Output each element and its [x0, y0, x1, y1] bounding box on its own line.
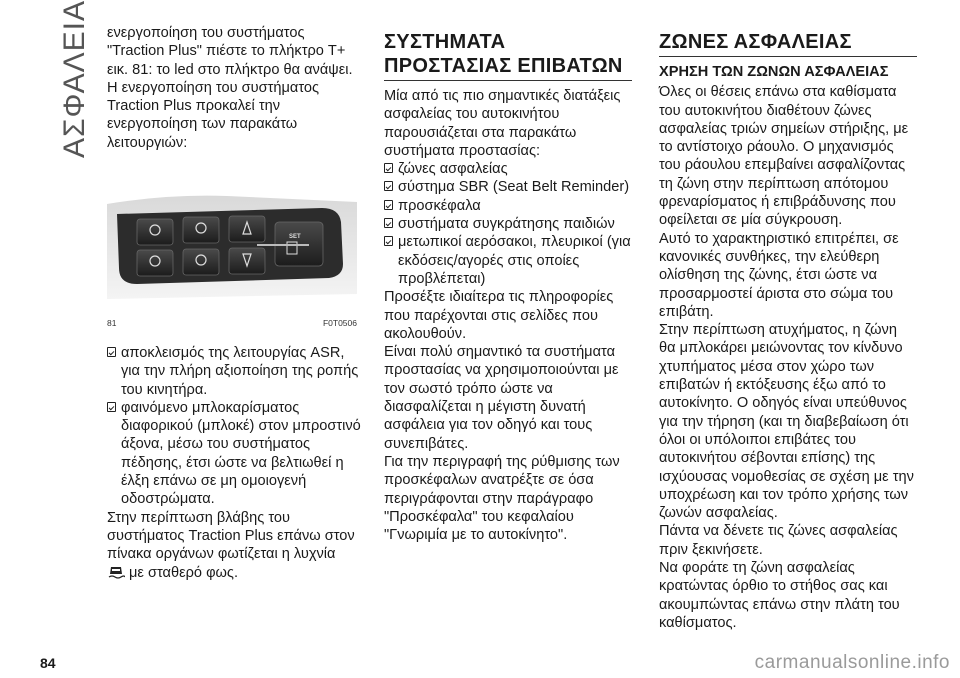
intro-paragraph: ενεργοποίηση του συστήματος "Traction Plus" πιέστε το πλήκτρο T+ εικ. 81: το led στο πλήκτρο θα ανάψει. Η ενεργοποίηση του συστήματος Traction Plus προκαλεί την ενεργοποίηση των παρακάτω λειτουργιών:	[107, 25, 353, 151]
figure-number: 81	[107, 318, 117, 328]
figure-81	[107, 164, 357, 330]
paragraph: Όλες οι θέσεις επάνω στα καθίσματα του αυτοκινήτου διαθέτουν ζώνες ασφαλείας τριών σημείων στήριξης, με το αντίστοιχο ράουλο. Ο μηχανισμός του ράουλου επεμβαίνει ασφαλίζοντας τη ζώνη στην περίπτωση απότομου φρεναρίσματος ή επιβράδυνσης που οφείλεται σε μία σύγκρουση.	[659, 84, 909, 229]
paragraph: Πάντα να δένετε τις ζώνες ασφαλείας πριν ξεκινήσετε.	[659, 523, 898, 558]
checkbox-bullet-icon	[107, 347, 116, 357]
failure-paragraph: Στην περίπτωση βλάβης του συστήματος Traction Plus επάνω στον πίνακα οργάνων φωτίζεται η λυχνία	[107, 509, 355, 563]
figure-code: F0T0506	[322, 318, 357, 328]
failure-paragraph-end: με σταθερό φως.	[107, 564, 362, 582]
title-divider	[659, 56, 917, 57]
checkbox-bullet-icon	[384, 163, 393, 173]
checkbox-bullet-icon	[384, 181, 393, 191]
list-item: προσκέφαλα	[384, 197, 632, 215]
checkbox-bullet-icon	[384, 218, 393, 228]
paragraph: Στην περίπτωση ατυχήματος, η ζώνη θα μπλοκάρει μειώνοντας τον κίνδυνο χτυπήματος μέσα στον χώρο των επιβατών ή εκτόξευσης έξω από το αυτοκίνητο. Ο οδηγός είναι υπεύθυνος για την τήρηση (και τη διαβεβαίωση ότι όλοι οι υπόλοιποι επιβάτες του αυτοκινήτου σέβονται επίσης) της ισχύουσας νομοθεσίας σε σχέση με την υποχρέωση και τον τρόπο χρήσης των ζωνών ασφαλείας.	[659, 322, 914, 522]
paragraph: Είναι πολύ σημαντικό τα συστήματα προστασίας να χρησιμοποιούνται με τον σωστό τρόπο ώστε να διασφαλίζεται η μέγιστη δυνατή ασφάλεια για τον οδηγό και τους συνεπιβάτες.	[384, 344, 619, 452]
list-item: συστήματα συγκράτησης παιδιών	[384, 215, 632, 233]
paragraph: Μία από τις πιο σημαντικές διατάξεις ασφαλείας του αυτοκινήτου παρουσιάζεται στα παρακάτω συστήματα προστασίας:	[384, 88, 621, 159]
traction-warning-lamp-icon	[107, 565, 125, 579]
column-1-lower	[107, 344, 362, 582]
column-2	[384, 24, 632, 544]
paragraph: Προσέξτε ιδιαίτερα τις πληροφορίες που παρέχονται στις σελίδες που ακολουθούν.	[384, 289, 614, 342]
list-item: σύστημα SBR (Seat Belt Reminder)	[384, 178, 632, 196]
section-side-title: ΑΣΦΑΛΕΙΑ	[58, 0, 91, 158]
checkbox-bullet-icon	[384, 236, 393, 246]
list-item: φαινόμενο μπλοκαρίσματος διαφορικού (μπλοκέ) στον μπροστινό άξονα, μέσω του συστήματος πέδησης, έτσι ώστε να βελτιωθεί η έλξη επάνω σε μη ομοιογενή οδοστρώματα.	[107, 399, 362, 509]
subsection-title: ΧΡΗΣΗ ΤΩΝ ΖΩΝΩΝ ΑΣΦΑΛΕΙΑΣ	[659, 64, 889, 80]
page-number: 84	[40, 655, 56, 671]
paragraph: Να φοράτε τη ζώνη ασφαλείας κρατώντας όρθιο το στήθος σας και ακουμπώντας επάνω στην πλάτη του καθίσματος.	[659, 560, 900, 631]
list-item: αποκλεισμός της λειτουργίας ASR, για την πλήρη αξιοποίηση της ροπής του κινητήρα.	[107, 344, 362, 399]
list-item: μετωπικοί αερόσακοι, πλευρικοί (για εκδόσεις/αγορές στις οποίες προβλέπεται)	[384, 233, 632, 288]
section-title: ΣΥΣΤΗΜΑΤΑ ΠΡΟΣΤΑΣΙΑΣ ΕΠΙΒΑΤΩΝ	[384, 31, 623, 77]
section-title: ΖΩΝΕΣ ΑΣΦΑΛΕΙΑΣ	[659, 31, 852, 53]
svg-text:SET: SET	[289, 234, 301, 240]
column-1	[107, 24, 362, 152]
figure-caption	[107, 318, 357, 328]
paragraph: Για την περιγραφή της ρύθμισης των προσκέφαλων ανατρέξτε σε όσα περιγράφονται στην παράγραφο "Προσκέφαλα" του κεφαλαίου "Γνωριμία με το αυτοκίνητο".	[384, 453, 620, 544]
watermark: carmanualsonline.info	[754, 652, 950, 673]
checkbox-bullet-icon	[107, 402, 116, 412]
title-divider	[384, 80, 632, 81]
column-3	[659, 24, 917, 632]
list-item: ζώνες ασφαλείας	[384, 160, 632, 178]
checkbox-bullet-icon	[384, 200, 393, 210]
paragraph: Αυτό το χαρακτηριστικό επιτρέπει, σε κανονικές συνθήκες, την ελεύθερη ολίσθηση της ζώνης, έτσι ώστε να προσαρμοστεί άριστα στο σώμα του επιβάτη.	[659, 230, 899, 320]
